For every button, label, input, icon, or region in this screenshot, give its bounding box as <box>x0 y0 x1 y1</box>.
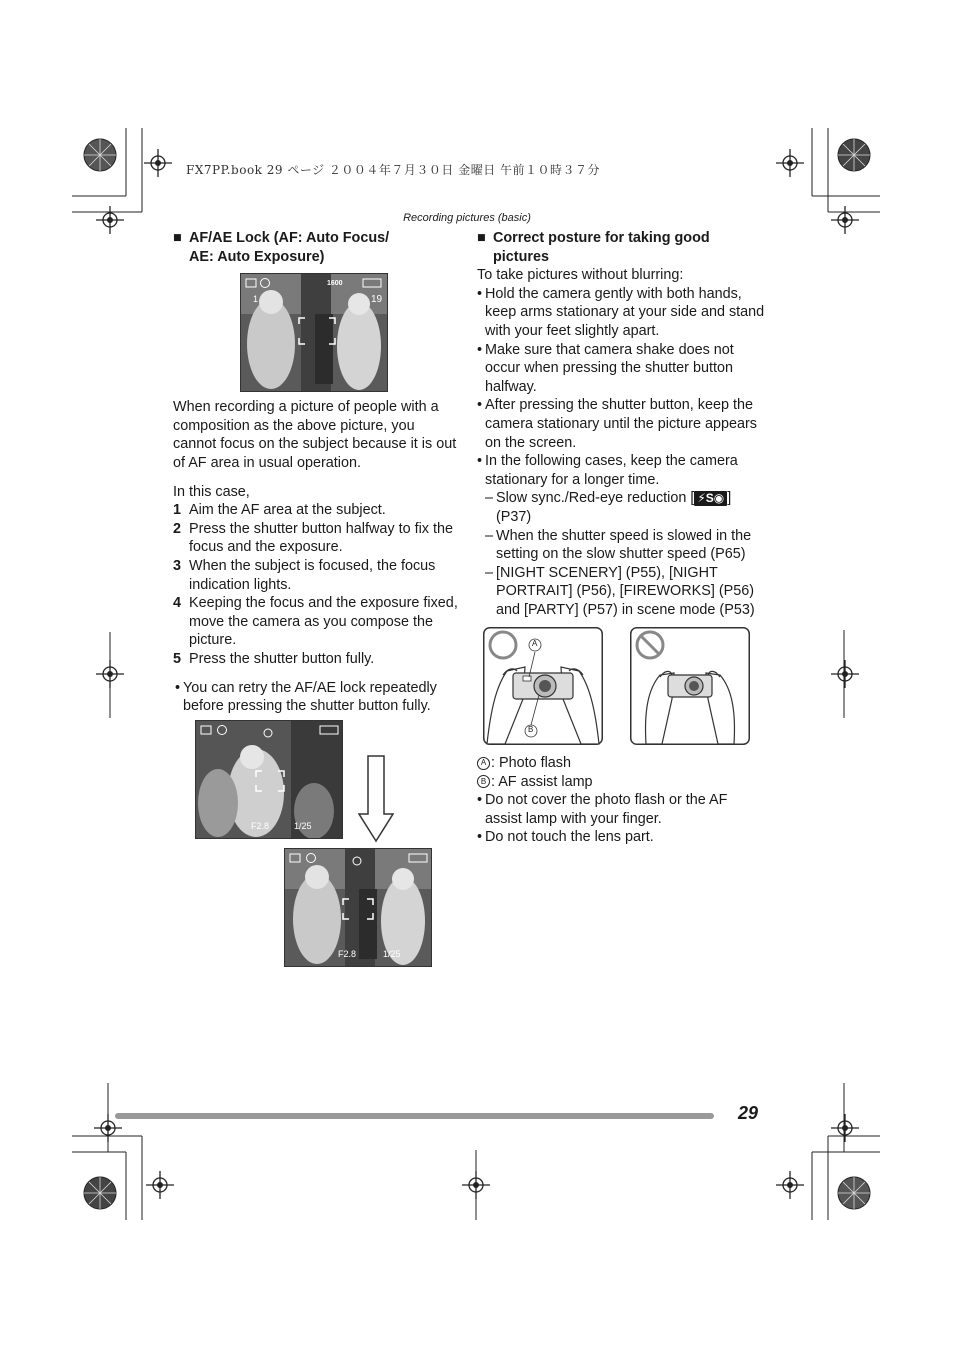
aperture-readout: F2.8 <box>251 821 270 831</box>
list-item: – [NIGHT SCENERY] (P55), [NIGHT PORTRAIT] (P56), [FIREWORKS] (P56) and [PARTY] (P57) in scene mode (P53) <box>485 564 755 618</box>
photo-people-scene <box>285 849 431 966</box>
af-intro-paragraph: When recording a picture of people with a composition as the above picture, you cannot focus on the subject because it is out of AF area in usual operation. <box>173 399 457 471</box>
af-ae-lock-heading <box>173 229 458 266</box>
circled-b-icon: B <box>477 775 490 788</box>
heading-text: Correct posture for taking good pictures <box>493 230 710 265</box>
slow-sync-red-eye-icon: ⚡S◉ <box>694 491 727 506</box>
posture-bullets <box>477 285 767 490</box>
list-item: • Do not touch the lens part. <box>477 829 654 846</box>
down-arrow-icon <box>358 755 394 843</box>
in-this-case: In this case, <box>173 483 250 500</box>
longer-time-cases <box>477 489 767 619</box>
list-item: • After pressing the shutter button, keep the camera stationary until the picture appears on the screen. <box>477 397 757 451</box>
shutter-readout: 1/25 <box>294 821 312 831</box>
remaining-count: 19 <box>371 294 383 305</box>
incorrect-posture-illustration <box>630 627 750 745</box>
list-item: – Slow sync./Red-eye reduction [ ⚡S◉ ] (P37) <box>485 490 732 525</box>
af-note: • You can retry the AF/AE lock repeatedly before pressing the shutter button fully. <box>175 679 437 715</box>
posture-tips <box>477 791 767 847</box>
step-item: 2 Press the shutter button halfway to fix the focus and the exposure. <box>173 520 453 556</box>
af-screen-figure-1 <box>240 273 388 392</box>
legend-af-assist-lamp: B : AF assist lamp <box>477 773 767 792</box>
list-item: • Make sure that camera shake does not occur when pressing the shutter button halfway. <box>477 341 734 395</box>
right-column <box>477 229 767 619</box>
step-item: 3 When the subject is focused, the focus indication lights. <box>173 557 436 593</box>
aperture-readout: F2.8 <box>338 949 357 959</box>
legend-photo-flash: A : Photo flash <box>477 754 767 773</box>
circled-a-icon: A <box>477 757 490 770</box>
af-steps-list <box>173 501 458 668</box>
page-number: 29 <box>738 1103 759 1123</box>
heading-text: AF/AE Lock (AF: Auto Focus/ AE: Auto Exposure) <box>189 230 390 265</box>
posture-legend <box>477 754 767 847</box>
posture-heading <box>477 229 767 266</box>
list-item: • Hold the camera gently with both hands, keep arms stationary at your side and stand with your feet slightly apart. <box>477 285 765 339</box>
list-item: • Do not cover the photo flash or the AF assist lamp with your finger. <box>477 792 728 827</box>
step-item: 5 Press the shutter button fully. <box>173 650 375 667</box>
list-item: – When the shutter speed is slowed in the setting on the slow shutter speed (P65) <box>485 527 752 563</box>
square-bullet-icon: ■ <box>477 230 486 246</box>
running-head: Recording pictures (basic) <box>403 212 531 224</box>
shutter-readout: 1/25 <box>383 949 401 959</box>
step-item: 4 Keeping the focus and the exposure fixed, move the camera as you compose the picture. <box>173 595 458 649</box>
print-header: FX7PP.book 29 ページ ２００４年７月３０日 金曜日 午前１０時３７分 <box>186 163 601 177</box>
iso-readout: 1600 <box>327 280 343 287</box>
list-item: • In the following cases, keep the camera stationary for a longer time. <box>477 453 738 488</box>
posture-intro: To take pictures without blurring: <box>477 267 684 284</box>
footer-bar <box>115 1113 714 1119</box>
photo-people-scene <box>241 274 387 391</box>
correct-posture-illustration <box>483 627 603 745</box>
step-item: 1 Aim the AF area at the subject. <box>173 502 386 519</box>
square-bullet-icon: ■ <box>173 230 182 246</box>
af-screen-figure-3 <box>284 848 432 967</box>
af-screen-figure-2 <box>195 720 343 839</box>
callout-a: A <box>532 639 538 648</box>
mode-number: 1 <box>253 294 259 304</box>
callout-b: B <box>528 725 534 734</box>
